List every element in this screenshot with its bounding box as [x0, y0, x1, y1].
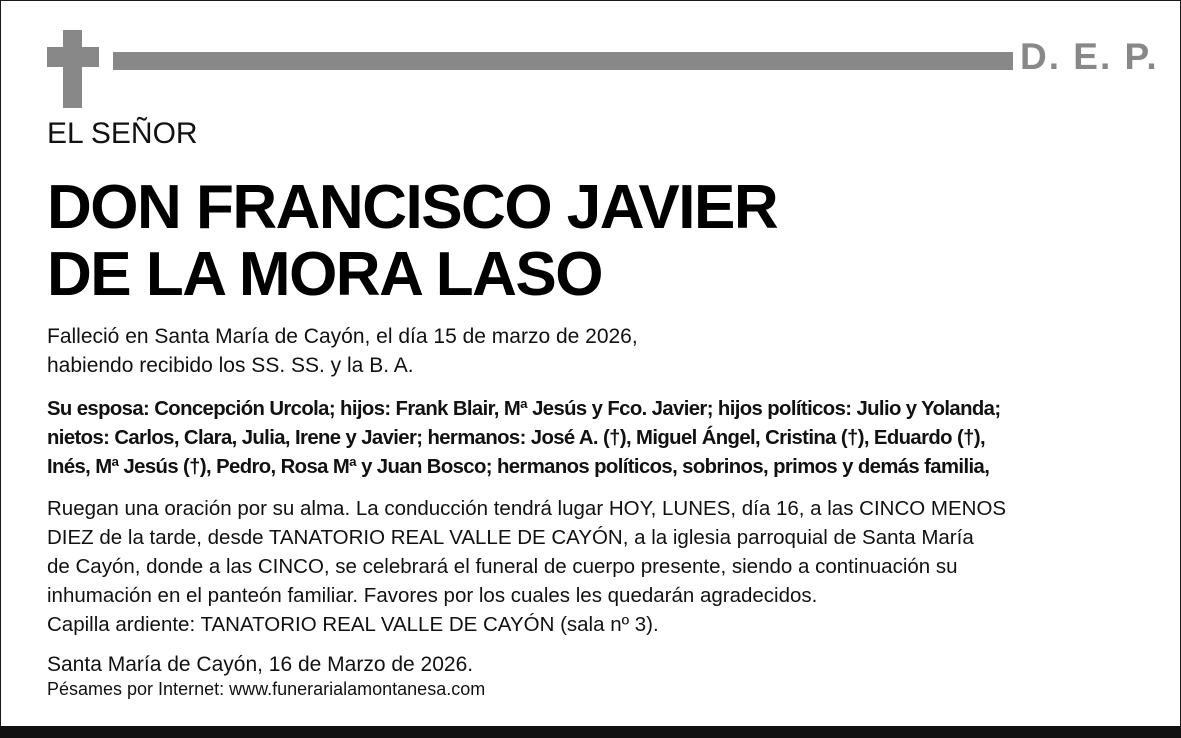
condolences-web: Pésames por Internet: www.funerarialamontanesa.com — [47, 679, 486, 699]
death-notice — [47, 322, 638, 380]
death-line: habiendo recibido los SS. SS. y la B. A. — [47, 354, 414, 377]
family-line: nietos: Carlos, Clara, Julia, Irene y Javier; hermanos: José A. (†), Miguel Ángel, Cristina (†), Eduardo (†), — [47, 427, 986, 449]
header-rule — [113, 52, 1013, 70]
bottom-border — [0, 726, 1181, 738]
ceremony-line: Capilla ardiente: TANATORIO REAL VALLE DE CAYÓN (sala nº 3). — [47, 613, 659, 636]
name-line: DON FRANCISCO JAVIER — [47, 173, 778, 242]
deceased-name — [47, 174, 777, 308]
place-date-signature: Santa María de Cayón, 16 de Marzo de 2026. — [47, 653, 474, 676]
name-line: DE LA MORA LASO — [47, 240, 602, 309]
dep-heading: D. E. P. — [1020, 36, 1159, 77]
ceremony-line: Ruegan una oración por su alma. La conducción tendrá lugar HOY, LUNES, día 16, a las CINCO MENOS — [47, 497, 1007, 520]
family-line: Su esposa: Concepción Urcola; hijos: Frank Blair, Mª Jesús y Fco. Javier; hijos políticos: Julio y Yolanda; — [47, 398, 1001, 420]
ceremony-line: inhumación en el panteón familiar. Favores por los cuales les quedarán agradecidos. — [47, 584, 818, 607]
death-line: Falleció en Santa María de Cayón, el día 15 de marzo de 2026, — [47, 325, 638, 348]
intro-title: EL SEÑOR — [47, 117, 198, 150]
ceremony-line: de Cayón, donde a las CINCO, se celebrará el funeral de cuerpo presente, siendo a continuación su — [47, 555, 958, 578]
ceremony-details — [47, 494, 1006, 639]
ceremony-line: DIEZ de la tarde, desde TANATORIO REAL VALLE DE CAYÓN, a la iglesia parroquial de Santa María — [47, 526, 974, 549]
family-line: Inés, Mª Jesús (†), Pedro, Rosa Mª y Juan Bosco; hermanos políticos, sobrinos, primos y demás familia, — [47, 456, 990, 478]
family-list — [47, 395, 1001, 482]
cross-icon-bar — [47, 47, 99, 67]
cross-icon — [63, 30, 82, 108]
